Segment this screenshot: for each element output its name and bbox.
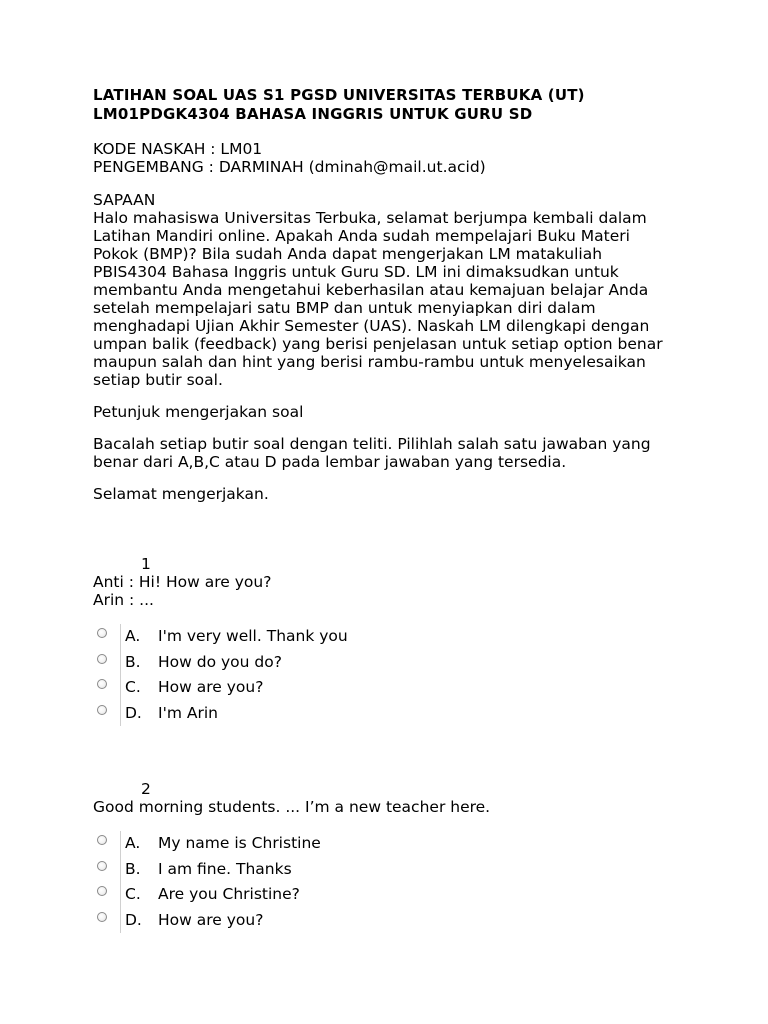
instructions-line: benar dari A,B,C atau D pada lembar jawaban yang tersedia.	[93, 453, 567, 471]
option-a[interactable]	[93, 624, 673, 650]
sapaan-line: Halo mahasiswa Universitas Terbuka, selamat berjumpa kembali dalam	[93, 209, 647, 227]
document-page	[93, 86, 673, 933]
option-letter: D.	[125, 910, 142, 929]
radio-button-icon[interactable]	[97, 861, 107, 871]
pengembang: PENGEMBANG : DARMINAH (dminah@mail.ut.acid)	[93, 158, 486, 176]
option-letter: C.	[125, 678, 141, 696]
option-d[interactable]	[93, 908, 673, 934]
sapaan-line: setelah mempelajari satu BMP dan untuk menyiapkan diri dalam	[93, 299, 596, 317]
radio-button-icon[interactable]	[97, 886, 107, 896]
sapaan-line: Pokok (BMP)? Bila sudah Anda dapat mengerjakan LM matakuliah	[93, 245, 603, 263]
instructions-line: Bacalah setiap butir soal dengan teliti. Pilihlah salah satu jawaban yang	[93, 435, 651, 453]
option-letter: A.	[125, 834, 141, 852]
closing-text: Selamat mengerjakan.	[93, 485, 269, 503]
kode-naskah: KODE NASKAH : LM01	[93, 140, 263, 158]
option-letter: C.	[125, 885, 141, 903]
option-text: Are you Christine?	[158, 885, 300, 903]
option-c[interactable]	[93, 882, 673, 908]
sapaan-line: setiap butir soal.	[93, 371, 223, 389]
radio-button-icon[interactable]	[97, 679, 107, 689]
title-line-1: LATIHAN SOAL UAS S1 PGSD UNIVERSITAS TERBUKA (UT)	[93, 86, 585, 104]
option-letter: B.	[125, 859, 141, 878]
answer-options	[93, 624, 673, 726]
option-text: I'm very well. Thank you	[158, 627, 348, 645]
option-text: How are you?	[158, 678, 264, 696]
sapaan-line: Latihan Mandiri online. Apakah Anda sudah mempelajari Buku Materi	[93, 227, 630, 245]
sapaan-line: PBIS4304 Bahasa Inggris untuk Guru SD. LM ini dimaksudkan untuk	[93, 263, 619, 281]
radio-button-icon[interactable]	[97, 705, 107, 715]
radio-button-icon[interactable]	[97, 654, 107, 664]
option-b[interactable]	[93, 857, 673, 883]
radio-button-icon[interactable]	[97, 628, 107, 638]
option-c[interactable]	[93, 675, 673, 701]
question-number: 2	[141, 780, 151, 798]
meta-block	[93, 140, 673, 176]
sapaan-line: umpan balik (feedback) yang berisi penjelasan untuk setiap option benar	[93, 335, 663, 353]
sapaan-line: maupun salah dan hint yang berisi rambu-rambu untuk menyelesaikan	[93, 353, 646, 371]
option-text: I am fine. Thanks	[158, 859, 292, 878]
radio-button-icon[interactable]	[97, 912, 107, 922]
option-letter: A.	[125, 627, 141, 645]
sapaan-heading: SAPAAN	[93, 191, 156, 209]
option-a[interactable]	[93, 831, 673, 857]
option-letter: B.	[125, 652, 141, 671]
option-b[interactable]	[93, 650, 673, 676]
option-text: How are you?	[158, 910, 264, 929]
sapaan-section	[93, 191, 673, 389]
question-2	[93, 780, 673, 933]
instructions-body	[93, 435, 673, 471]
answer-options	[93, 831, 673, 933]
question-1	[93, 555, 673, 726]
question-line: Anti : Hi! How are you?	[93, 573, 272, 591]
option-text: How do you do?	[158, 652, 282, 671]
option-letter: D.	[125, 703, 142, 722]
question-line: Good morning students. ... I’m a new teacher here.	[93, 798, 491, 816]
question-number: 1	[141, 555, 151, 573]
sapaan-line: menghadapi Ujian Akhir Semester (UAS). Naskah LM dilengkapi dengan	[93, 317, 650, 335]
sapaan-line: membantu Anda mengetahui keberhasilan atau kemajuan belajar Anda	[93, 281, 649, 299]
option-text: My name is Christine	[158, 834, 321, 852]
radio-button-icon[interactable]	[97, 835, 107, 845]
document-title	[93, 86, 673, 123]
title-line-2: LM01PDGK4304 BAHASA INGGRIS UNTUK GURU SD	[93, 104, 533, 123]
question-line: Arin : ...	[93, 591, 154, 609]
instructions-heading: Petunjuk mengerjakan soal	[93, 403, 304, 421]
option-text: I'm Arin	[158, 703, 218, 722]
option-d[interactable]	[93, 701, 673, 727]
